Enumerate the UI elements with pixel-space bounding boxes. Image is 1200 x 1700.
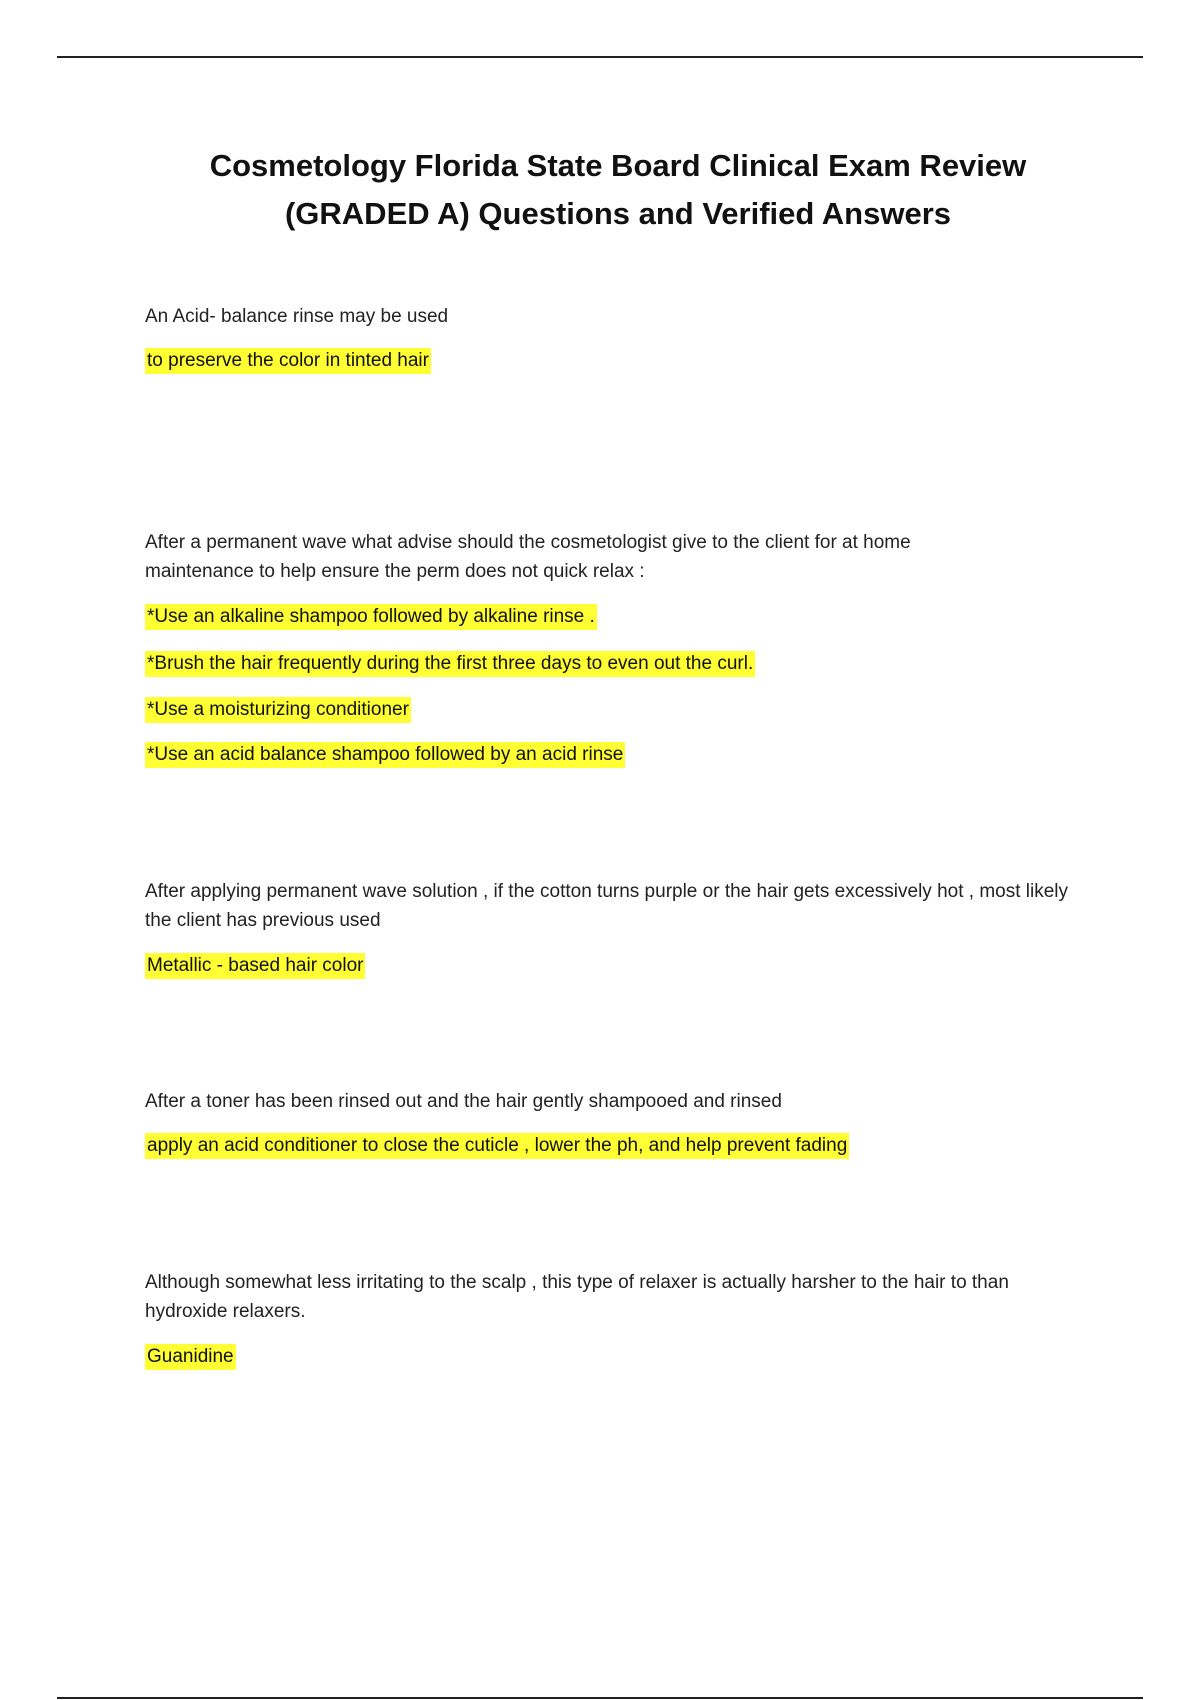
question-1: An Acid- balance rinse may be used: [145, 306, 449, 327]
question-4: After a toner has been rinsed out and the hair gently shampooed and rinsed: [145, 1091, 782, 1112]
document-title: [0, 142, 1200, 238]
answer-2d: *Use an acid balance shampoo followed by an acid rinse: [145, 742, 625, 768]
answer-3: Metallic - based hair color: [145, 953, 365, 979]
question-5: Although somewhat less irritating to the scalp , this type of relaxer is actually harsher to the hair to than hydroxide relaxers.: [145, 1272, 1009, 1322]
answer-2a: *Use an alkaline shampoo followed by alkaline rinse .: [145, 604, 597, 630]
question-3: After applying permanent wave solution , if the cotton turns purple or the hair gets excessively hot , most likely the client has previous used: [145, 881, 1069, 931]
bottom-rule: [57, 1697, 1143, 1699]
title-line-2: (GRADED A) Questions and Verified Answers: [284, 196, 952, 231]
answer-2c: *Use a moisturizing conditioner: [145, 697, 411, 723]
title-line-1: Cosmetology Florida State Board Clinical Exam Review: [209, 148, 1027, 183]
answer-4: apply an acid conditioner to close the cuticle , lower the ph, and help prevent fading: [145, 1133, 849, 1159]
top-rule: [57, 56, 1143, 58]
answer-1: to preserve the color in tinted hair: [145, 348, 431, 374]
answer-2b: *Brush the hair frequently during the first three days to even out the curl.: [145, 651, 755, 677]
answer-5: Guanidine: [145, 1344, 236, 1370]
question-2: After a permanent wave what advise should the cosmetologist give to the client for at home maintenance to help ensure the perm does not quick relax :: [145, 532, 911, 582]
